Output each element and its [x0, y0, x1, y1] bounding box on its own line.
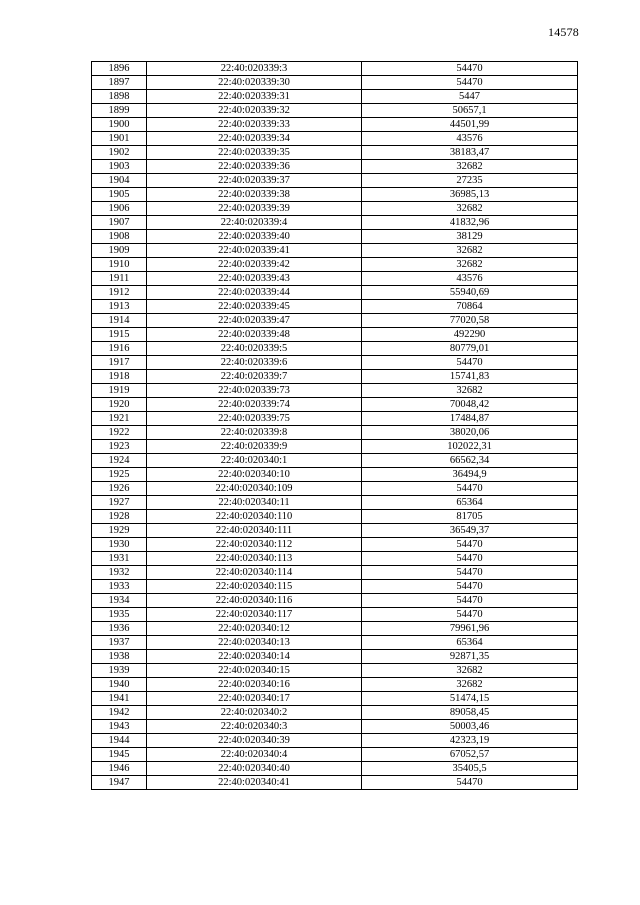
table-row — [92, 552, 578, 566]
row-index-cell: 1940 — [92, 678, 147, 692]
value-cell: 65364 — [362, 496, 578, 510]
table-row — [92, 328, 578, 342]
table-row — [92, 748, 578, 762]
value-cell: 77020,58 — [362, 314, 578, 328]
cadastral-number-cell: 22:40:020340:39 — [147, 734, 362, 748]
cadastral-number-cell: 22:40:020339:74 — [147, 398, 362, 412]
cadastral-number-cell: 22:40:020340:117 — [147, 608, 362, 622]
row-index-cell: 1897 — [92, 76, 147, 90]
row-index-cell: 1913 — [92, 300, 147, 314]
value-cell: 44501,99 — [362, 118, 578, 132]
cadastral-number-cell: 22:40:020339:42 — [147, 258, 362, 272]
row-index-cell: 1930 — [92, 538, 147, 552]
cadastral-number-cell: 22:40:020339:9 — [147, 440, 362, 454]
table-row — [92, 734, 578, 748]
table-row — [92, 594, 578, 608]
cadastral-number-cell: 22:40:020340:15 — [147, 664, 362, 678]
table-row — [92, 146, 578, 160]
row-index-cell: 1931 — [92, 552, 147, 566]
cadastral-number-cell: 22:40:020339:35 — [147, 146, 362, 160]
table-row — [92, 496, 578, 510]
value-cell: 70864 — [362, 300, 578, 314]
row-index-cell: 1946 — [92, 762, 147, 776]
table-row — [92, 650, 578, 664]
table-row — [92, 524, 578, 538]
cadastral-number-cell: 22:40:020340:3 — [147, 720, 362, 734]
value-cell: 54470 — [362, 552, 578, 566]
table-row — [92, 258, 578, 272]
cadastral-number-cell: 22:40:020339:8 — [147, 426, 362, 440]
table-row — [92, 370, 578, 384]
value-cell: 54470 — [362, 608, 578, 622]
cadastral-number-cell: 22:40:020339:39 — [147, 202, 362, 216]
row-index-cell: 1942 — [92, 706, 147, 720]
value-cell: 32682 — [362, 664, 578, 678]
value-cell: 65364 — [362, 636, 578, 650]
table-row — [92, 244, 578, 258]
row-index-cell: 1915 — [92, 328, 147, 342]
value-cell: 54470 — [362, 538, 578, 552]
cadastral-number-cell: 22:40:020340:41 — [147, 776, 362, 790]
cadastral-number-cell: 22:40:020339:45 — [147, 300, 362, 314]
value-cell: 32682 — [362, 202, 578, 216]
value-cell: 32682 — [362, 244, 578, 258]
cadastral-number-cell: 22:40:020339:4 — [147, 216, 362, 230]
value-cell: 50003,46 — [362, 720, 578, 734]
value-cell: 80779,01 — [362, 342, 578, 356]
value-cell: 54470 — [362, 594, 578, 608]
row-index-cell: 1904 — [92, 174, 147, 188]
row-index-cell: 1919 — [92, 384, 147, 398]
cadastral-number-cell: 22:40:020340:111 — [147, 524, 362, 538]
cadastral-number-cell: 22:40:020340:2 — [147, 706, 362, 720]
row-index-cell: 1905 — [92, 188, 147, 202]
value-cell: 43576 — [362, 272, 578, 286]
row-index-cell: 1933 — [92, 580, 147, 594]
row-index-cell: 1926 — [92, 482, 147, 496]
table-row — [92, 622, 578, 636]
table-row — [92, 720, 578, 734]
table-row — [92, 608, 578, 622]
value-cell: 54470 — [362, 62, 578, 76]
row-index-cell: 1900 — [92, 118, 147, 132]
row-index-cell: 1927 — [92, 496, 147, 510]
table-row — [92, 440, 578, 454]
table-row — [92, 580, 578, 594]
value-cell: 32682 — [362, 258, 578, 272]
row-index-cell: 1920 — [92, 398, 147, 412]
row-index-cell: 1943 — [92, 720, 147, 734]
table-row — [92, 230, 578, 244]
row-index-cell: 1939 — [92, 664, 147, 678]
value-cell: 42323,19 — [362, 734, 578, 748]
value-cell: 54470 — [362, 356, 578, 370]
row-index-cell: 1917 — [92, 356, 147, 370]
value-cell: 55940,69 — [362, 286, 578, 300]
row-index-cell: 1896 — [92, 62, 147, 76]
row-index-cell: 1901 — [92, 132, 147, 146]
row-index-cell: 1923 — [92, 440, 147, 454]
table-row — [92, 314, 578, 328]
cadastral-table — [91, 61, 578, 790]
cadastral-number-cell: 22:40:020340:10 — [147, 468, 362, 482]
cadastral-number-cell: 22:40:020340:112 — [147, 538, 362, 552]
value-cell: 36985,13 — [362, 188, 578, 202]
value-cell: 66562,34 — [362, 454, 578, 468]
cadastral-number-cell: 22:40:020340:1 — [147, 454, 362, 468]
table-body — [92, 62, 578, 790]
table-row — [92, 118, 578, 132]
table-row — [92, 62, 578, 76]
table-row — [92, 272, 578, 286]
value-cell: 27235 — [362, 174, 578, 188]
table-row — [92, 174, 578, 188]
value-cell: 5447 — [362, 90, 578, 104]
cadastral-number-cell: 22:40:020339:32 — [147, 104, 362, 118]
table-row — [92, 706, 578, 720]
row-index-cell: 1921 — [92, 412, 147, 426]
value-cell: 81705 — [362, 510, 578, 524]
table-row — [92, 692, 578, 706]
value-cell: 54470 — [362, 76, 578, 90]
value-cell: 67052,57 — [362, 748, 578, 762]
value-cell: 54470 — [362, 482, 578, 496]
cadastral-number-cell: 22:40:020340:115 — [147, 580, 362, 594]
table-row — [92, 636, 578, 650]
value-cell: 32682 — [362, 160, 578, 174]
table-row — [92, 566, 578, 580]
value-cell: 43576 — [362, 132, 578, 146]
cadastral-number-cell: 22:40:020339:34 — [147, 132, 362, 146]
value-cell: 92871,35 — [362, 650, 578, 664]
value-cell: 41832,96 — [362, 216, 578, 230]
value-cell: 17484,87 — [362, 412, 578, 426]
table-row — [92, 482, 578, 496]
cadastral-table-container — [91, 61, 577, 790]
table-row — [92, 90, 578, 104]
cadastral-number-cell: 22:40:020340:13 — [147, 636, 362, 650]
table-row — [92, 216, 578, 230]
row-index-cell: 1935 — [92, 608, 147, 622]
value-cell: 492290 — [362, 328, 578, 342]
page-number: 14578 — [548, 25, 579, 39]
row-index-cell: 1944 — [92, 734, 147, 748]
cadastral-number-cell: 22:40:020339:40 — [147, 230, 362, 244]
row-index-cell: 1938 — [92, 650, 147, 664]
cadastral-number-cell: 22:40:020340:116 — [147, 594, 362, 608]
table-row — [92, 300, 578, 314]
row-index-cell: 1910 — [92, 258, 147, 272]
table-row — [92, 398, 578, 412]
row-index-cell: 1937 — [92, 636, 147, 650]
value-cell: 36549,37 — [362, 524, 578, 538]
cadastral-number-cell: 22:40:020339:43 — [147, 272, 362, 286]
row-index-cell: 1911 — [92, 272, 147, 286]
value-cell: 54470 — [362, 776, 578, 790]
cadastral-number-cell: 22:40:020340:114 — [147, 566, 362, 580]
cadastral-number-cell: 22:40:020340:17 — [147, 692, 362, 706]
value-cell: 70048,42 — [362, 398, 578, 412]
cadastral-number-cell: 22:40:020340:113 — [147, 552, 362, 566]
cadastral-number-cell: 22:40:020339:30 — [147, 76, 362, 90]
cadastral-number-cell: 22:40:020339:6 — [147, 356, 362, 370]
table-row — [92, 454, 578, 468]
value-cell: 32682 — [362, 678, 578, 692]
cadastral-number-cell: 22:40:020340:110 — [147, 510, 362, 524]
table-row — [92, 426, 578, 440]
table-row — [92, 286, 578, 300]
value-cell: 102022,31 — [362, 440, 578, 454]
table-row — [92, 202, 578, 216]
value-cell: 89058,45 — [362, 706, 578, 720]
cadastral-number-cell: 22:40:020340:40 — [147, 762, 362, 776]
value-cell: 38020,06 — [362, 426, 578, 440]
row-index-cell: 1912 — [92, 286, 147, 300]
table-row — [92, 356, 578, 370]
cadastral-number-cell: 22:40:020339:33 — [147, 118, 362, 132]
table-row — [92, 160, 578, 174]
cadastral-number-cell: 22:40:020339:37 — [147, 174, 362, 188]
row-index-cell: 1907 — [92, 216, 147, 230]
row-index-cell: 1914 — [92, 314, 147, 328]
table-row — [92, 538, 578, 552]
row-index-cell: 1932 — [92, 566, 147, 580]
cadastral-number-cell: 22:40:020339:31 — [147, 90, 362, 104]
value-cell: 54470 — [362, 580, 578, 594]
row-index-cell: 1936 — [92, 622, 147, 636]
cadastral-number-cell: 22:40:020339:47 — [147, 314, 362, 328]
row-index-cell: 1925 — [92, 468, 147, 482]
cadastral-number-cell: 22:40:020339:73 — [147, 384, 362, 398]
value-cell: 38183,47 — [362, 146, 578, 160]
value-cell: 51474,15 — [362, 692, 578, 706]
cadastral-number-cell: 22:40:020340:12 — [147, 622, 362, 636]
row-index-cell: 1906 — [92, 202, 147, 216]
row-index-cell: 1909 — [92, 244, 147, 258]
row-index-cell: 1903 — [92, 160, 147, 174]
row-index-cell: 1928 — [92, 510, 147, 524]
value-cell: 79961,96 — [362, 622, 578, 636]
cadastral-number-cell: 22:40:020340:11 — [147, 496, 362, 510]
cadastral-number-cell: 22:40:020339:75 — [147, 412, 362, 426]
value-cell: 15741,83 — [362, 370, 578, 384]
value-cell: 32682 — [362, 384, 578, 398]
row-index-cell: 1924 — [92, 454, 147, 468]
table-row — [92, 76, 578, 90]
row-index-cell: 1918 — [92, 370, 147, 384]
table-row — [92, 678, 578, 692]
table-row — [92, 762, 578, 776]
cadastral-number-cell: 22:40:020339:5 — [147, 342, 362, 356]
cadastral-number-cell: 22:40:020339:7 — [147, 370, 362, 384]
row-index-cell: 1941 — [92, 692, 147, 706]
table-row — [92, 188, 578, 202]
row-index-cell: 1929 — [92, 524, 147, 538]
value-cell: 54470 — [362, 566, 578, 580]
row-index-cell: 1902 — [92, 146, 147, 160]
value-cell: 36494,9 — [362, 468, 578, 482]
cadastral-number-cell: 22:40:020339:44 — [147, 286, 362, 300]
row-index-cell: 1898 — [92, 90, 147, 104]
cadastral-number-cell: 22:40:020340:4 — [147, 748, 362, 762]
row-index-cell: 1899 — [92, 104, 147, 118]
cadastral-number-cell: 22:40:020339:3 — [147, 62, 362, 76]
cadastral-number-cell: 22:40:020339:48 — [147, 328, 362, 342]
cadastral-number-cell: 22:40:020340:109 — [147, 482, 362, 496]
table-row — [92, 776, 578, 790]
value-cell: 35405,5 — [362, 762, 578, 776]
row-index-cell: 1945 — [92, 748, 147, 762]
cadastral-number-cell: 22:40:020340:14 — [147, 650, 362, 664]
table-row — [92, 664, 578, 678]
table-row — [92, 412, 578, 426]
value-cell: 50657,1 — [362, 104, 578, 118]
row-index-cell: 1934 — [92, 594, 147, 608]
table-row — [92, 468, 578, 482]
table-row — [92, 104, 578, 118]
row-index-cell: 1908 — [92, 230, 147, 244]
row-index-cell: 1922 — [92, 426, 147, 440]
row-index-cell: 1916 — [92, 342, 147, 356]
table-row — [92, 342, 578, 356]
table-row — [92, 132, 578, 146]
cadastral-number-cell: 22:40:020339:36 — [147, 160, 362, 174]
table-row — [92, 510, 578, 524]
cadastral-number-cell: 22:40:020339:38 — [147, 188, 362, 202]
value-cell: 38129 — [362, 230, 578, 244]
cadastral-number-cell: 22:40:020339:41 — [147, 244, 362, 258]
row-index-cell: 1947 — [92, 776, 147, 790]
table-row — [92, 384, 578, 398]
cadastral-number-cell: 22:40:020340:16 — [147, 678, 362, 692]
